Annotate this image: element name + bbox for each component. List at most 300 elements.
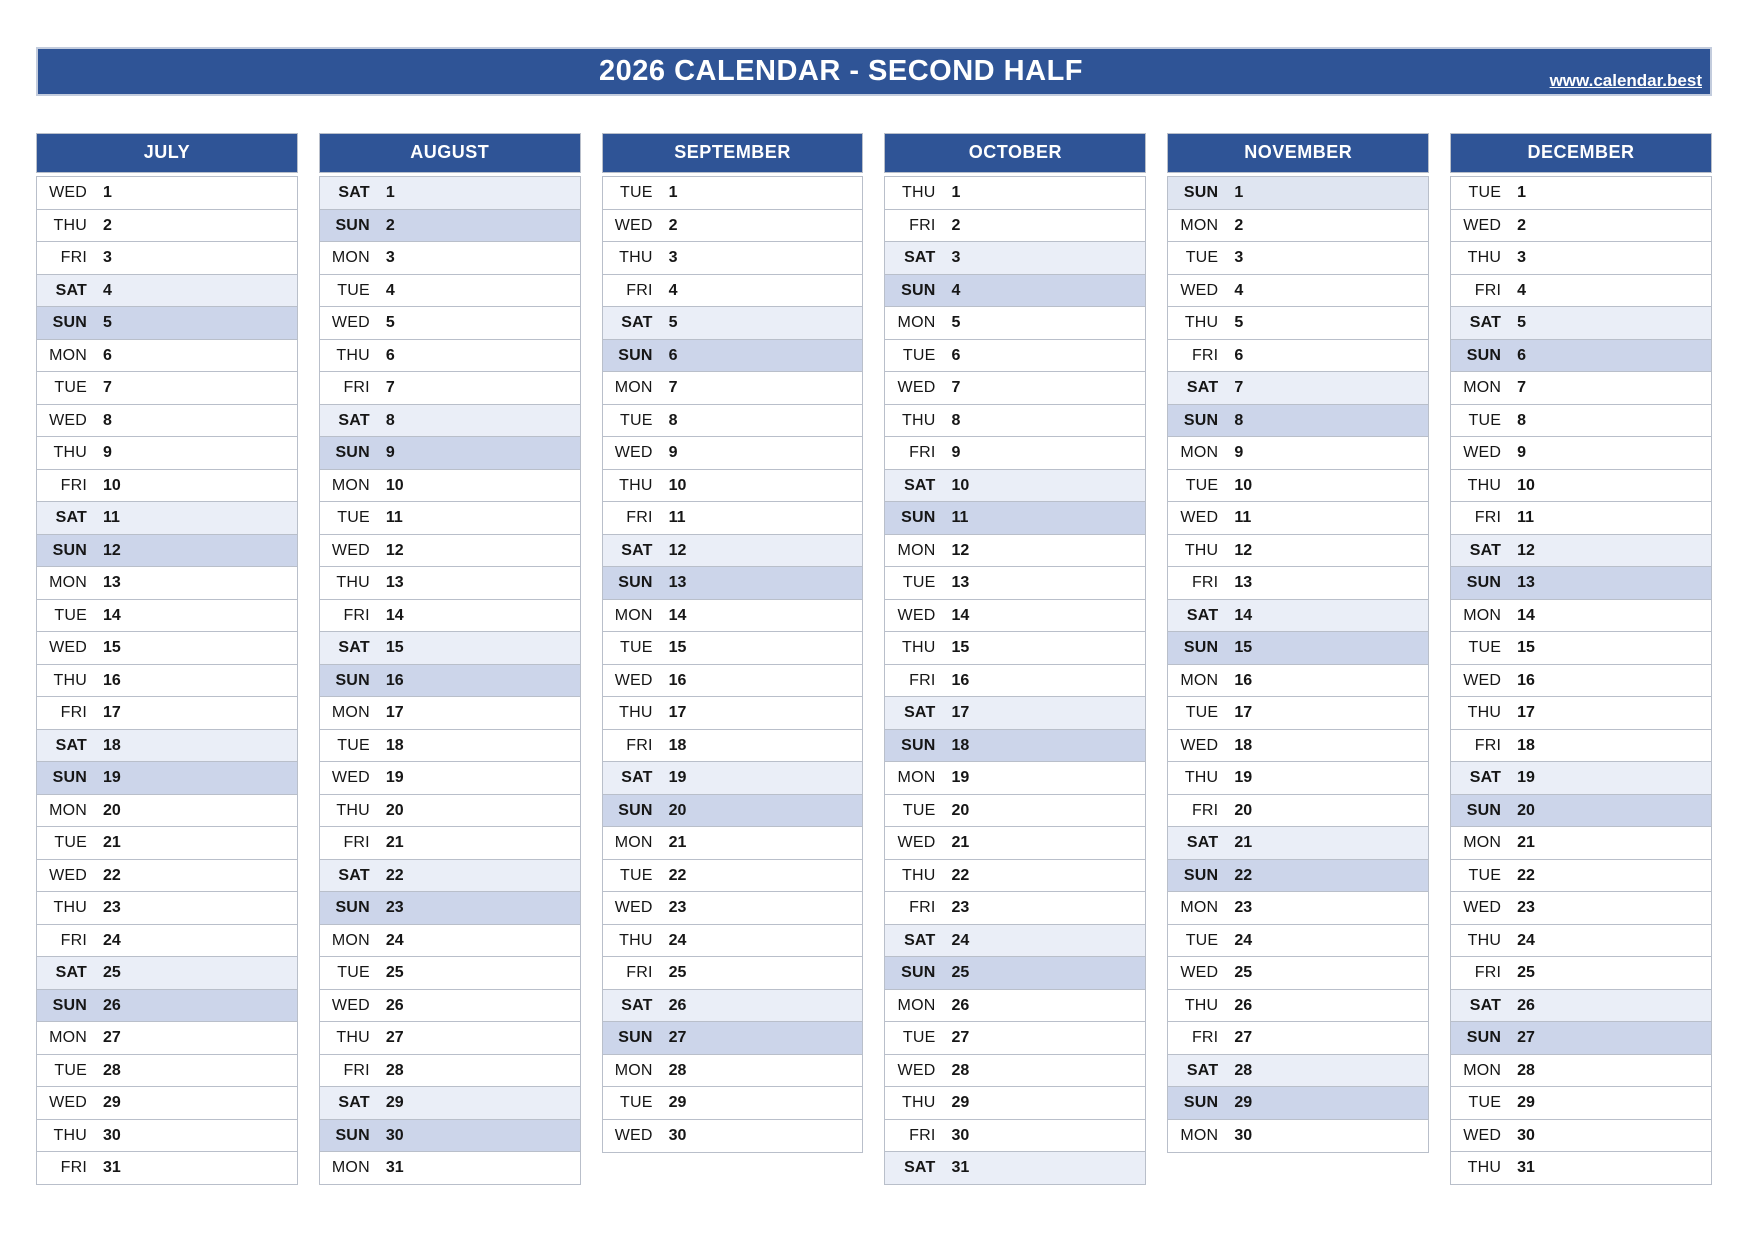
day-number: 14 [1517,606,1535,624]
day-number: 24 [1517,931,1535,949]
day-number: 9 [951,444,961,461]
day-number: 28 [951,1061,970,1079]
day-number: 16 [1517,671,1535,689]
weekday-label: FRI [60,1159,87,1176]
day-number: 30 [1517,1126,1535,1144]
day-row [602,794,864,828]
day-row [884,1151,1146,1185]
weekday-label: SUN [335,216,370,234]
day-number: 23 [1517,899,1535,916]
weekday-label: THU [1467,249,1502,266]
weekday-label: WED [614,216,653,234]
day-row [36,306,298,340]
day-row [1450,1021,1712,1055]
day-number: 17 [1234,704,1253,721]
weekday-label: SUN [1183,639,1219,656]
weekday-label: THU [336,346,370,364]
day-number: 7 [1234,379,1244,396]
day-number: 8 [1234,411,1244,429]
day-row [884,209,1146,243]
day-row [1450,956,1712,990]
day-number: 6 [1234,346,1244,364]
day-number: 25 [1234,964,1253,981]
weekday-label: SUN [1183,1094,1219,1111]
weekday-label: SUN [901,964,936,981]
day-row [884,371,1146,405]
weekday-label: SAT [1469,996,1502,1014]
day-row [1167,209,1429,243]
day-number: 23 [385,899,404,916]
weekday-label: SUN [335,1126,370,1144]
day-row [602,1086,864,1120]
day-row [36,404,298,438]
weekday-label: SUN [618,1029,653,1046]
day-number: 26 [668,996,687,1014]
weekday-label: THU [1184,314,1219,331]
day-number: 27 [1234,1029,1253,1046]
day-number: 11 [668,509,686,526]
weekday-label: THU [902,1094,936,1111]
day-number: 29 [668,1094,687,1111]
weekday-label: SUN [901,509,936,526]
day-number: 2 [951,216,961,234]
weekday-label: SUN [1183,184,1219,201]
day-number: 18 [103,736,121,754]
day-number: 29 [1517,1094,1535,1111]
day-number: 2 [1517,216,1527,234]
day-row [1450,891,1712,925]
weekday-label: THU [619,476,653,494]
day-row [36,826,298,860]
day-row [319,859,581,893]
weekday-label: SUN [52,314,87,331]
weekday-label: SUN [901,281,936,299]
day-number: 13 [1517,574,1535,591]
weekday-label: MON [614,834,653,851]
day-row [602,371,864,405]
day-row [884,176,1146,210]
weekday-label: WED [49,639,87,656]
weekday-label: WED [49,1094,87,1111]
day-number: 1 [1517,184,1527,201]
day-row [36,501,298,535]
day-number: 2 [1234,216,1244,234]
weekday-label: THU [1184,541,1219,559]
month-column-september [602,133,864,1185]
month-column-july [36,133,298,1185]
day-number: 21 [951,834,970,851]
day-number: 7 [385,379,395,396]
day-row [602,339,864,373]
weekday-label: MON [49,574,87,591]
weekday-label: SUN [618,574,653,591]
weekday-label: SAT [1186,379,1219,396]
day-row [884,306,1146,340]
weekday-label: MON [614,1061,653,1079]
day-row [1167,826,1429,860]
weekday-label: SUN [1466,346,1502,364]
day-row [602,1119,864,1153]
day-number: 14 [1234,606,1253,624]
day-number: 9 [103,444,112,461]
day-row [36,1054,298,1088]
day-number: 25 [668,964,687,981]
day-number: 13 [951,574,970,591]
weekday-label: SUN [1466,801,1502,819]
day-number: 7 [1517,379,1527,396]
weekday-label: TUE [1185,476,1219,494]
day-row [1450,176,1712,210]
day-row [319,924,581,958]
weekday-label: SAT [904,931,936,949]
day-row [319,989,581,1023]
weekday-label: THU [336,574,370,591]
day-number: 4 [1517,281,1527,299]
day-number: 14 [668,606,687,624]
day-number: 18 [951,736,970,754]
day-number: 23 [951,899,970,916]
day-row [884,339,1146,373]
weekday-label: TUE [1468,1094,1502,1111]
day-number: 25 [951,964,970,981]
day-number: 9 [1234,444,1244,461]
weekday-label: FRI [626,736,653,754]
day-number: 3 [103,249,112,266]
day-row [319,729,581,763]
weekday-label: SUN [901,736,936,754]
day-row [884,924,1146,958]
weekday-label: SAT [55,964,87,981]
day-row [319,1054,581,1088]
day-number: 22 [385,866,404,884]
weekday-label: SUN [1466,1029,1502,1046]
weekday-label: WED [614,671,653,689]
day-number: 7 [103,379,112,396]
day-number: 26 [1234,996,1253,1014]
day-number: 22 [668,866,687,884]
weekday-label: TUE [1468,866,1502,884]
day-row [36,274,298,308]
day-number: 16 [385,671,404,689]
day-row [1450,534,1712,568]
weekday-label: MON [1180,444,1219,461]
day-number: 27 [668,1029,687,1046]
weekday-label: SUN [1183,411,1219,429]
weekday-label: THU [53,1126,87,1144]
day-row [884,566,1146,600]
day-number: 15 [385,639,404,656]
day-number: 17 [668,704,687,721]
month-header: AUGUST [319,133,581,173]
weekday-label: FRI [343,834,370,851]
day-number: 3 [668,249,678,266]
day-row [1450,339,1712,373]
day-row [602,859,864,893]
day-row [884,534,1146,568]
day-row [1167,566,1429,600]
day-row [884,404,1146,438]
day-row [1167,859,1429,893]
weekday-label: TUE [620,1094,653,1111]
weekday-label: MON [331,704,370,721]
day-row [1167,371,1429,405]
day-row [1450,664,1712,698]
day-row [884,241,1146,275]
day-number: 20 [1234,801,1253,819]
weekday-label: MON [331,1159,370,1176]
weekday-label: SAT [338,184,370,201]
day-number: 12 [103,541,121,559]
day-row [319,599,581,633]
day-row [319,339,581,373]
weekday-label: SAT [1469,314,1502,331]
weekday-label: MON [1463,379,1502,396]
day-number: 21 [385,834,404,851]
day-number: 6 [668,346,678,364]
weekday-label: FRI [60,249,87,266]
weekday-label: MON [1463,1061,1502,1079]
day-row [36,664,298,698]
day-row [1450,989,1712,1023]
day-number: 15 [1234,639,1253,656]
day-row [319,306,581,340]
day-number: 4 [385,281,395,299]
day-row [319,534,581,568]
day-row [884,631,1146,665]
day-row [602,534,864,568]
day-row [602,566,864,600]
day-number: 8 [385,411,395,429]
day-row [602,924,864,958]
day-number: 19 [385,769,404,786]
day-row [1450,501,1712,535]
day-number: 3 [1234,249,1244,266]
day-row [36,1086,298,1120]
day-row [602,956,864,990]
weekday-label: WED [897,1061,936,1079]
weekday-label: FRI [909,444,936,461]
weekday-label: SAT [904,704,936,721]
weekday-label: SUN [618,801,653,819]
weekday-label: THU [619,249,653,266]
weekday-label: FRI [626,964,653,981]
weekday-label: MON [897,996,936,1014]
weekday-label: MON [897,314,936,331]
day-number: 20 [103,801,121,819]
day-number: 8 [103,411,112,429]
day-row [1450,826,1712,860]
weekday-label: FRI [1191,801,1219,819]
day-row [602,306,864,340]
day-number: 16 [668,671,687,689]
weekday-label: MON [1180,1126,1219,1144]
day-row [36,176,298,210]
day-row [602,826,864,860]
day-number: 1 [668,184,678,201]
day-number: 9 [385,444,395,461]
weekday-label: SAT [621,996,653,1014]
weekday-label: TUE [54,379,87,396]
day-row [1167,404,1429,438]
day-row [36,891,298,925]
weekday-label: FRI [1474,964,1502,981]
weekday-label: SAT [621,314,653,331]
day-number: 4 [103,281,112,299]
day-row [1167,989,1429,1023]
day-number: 22 [1234,866,1253,884]
weekday-label: SUN [52,769,87,786]
day-row [1167,599,1429,633]
day-row [1450,306,1712,340]
weekday-label: WED [1463,1126,1502,1144]
day-row [36,956,298,990]
month-header: DECEMBER [1450,133,1712,173]
weekday-label: SAT [1469,541,1502,559]
day-number: 2 [385,216,395,234]
weekday-label: TUE [1185,931,1219,949]
day-row [884,599,1146,633]
day-row [1450,924,1712,958]
weekday-label: SAT [1186,1061,1219,1079]
weekday-label: WED [1180,964,1219,981]
day-number: 2 [668,216,678,234]
website-link[interactable]: www.calendar.best [1549,71,1702,90]
weekday-label: MON [1463,606,1502,624]
day-number: 22 [1517,866,1535,884]
day-row [1450,274,1712,308]
weekday-label: TUE [620,866,653,884]
day-number: 10 [385,476,404,494]
weekday-label: TUE [902,574,936,591]
weekday-label: MON [897,541,936,559]
day-row [884,826,1146,860]
day-number: 28 [1234,1061,1253,1079]
day-number: 30 [951,1126,970,1144]
day-number: 11 [951,509,969,526]
day-row [602,209,864,243]
weekday-label: FRI [343,1061,370,1079]
day-row [602,1021,864,1055]
day-row [319,1021,581,1055]
day-row [319,1119,581,1153]
day-row [884,729,1146,763]
weekday-label: TUE [1468,184,1502,201]
weekday-label: MON [1180,216,1219,234]
weekday-label: TUE [902,346,936,364]
day-row [1167,469,1429,503]
day-number: 17 [1517,704,1535,721]
weekday-label: TUE [1185,704,1219,721]
day-number: 19 [103,769,121,786]
day-row [36,469,298,503]
day-row [1167,1054,1429,1088]
day-number: 13 [1234,574,1253,591]
day-number: 3 [951,249,961,266]
weekday-label: THU [53,671,87,689]
day-row [1167,729,1429,763]
weekday-label: TUE [54,1061,87,1079]
day-number: 25 [1517,964,1535,981]
day-row [319,274,581,308]
day-number: 20 [951,801,970,819]
day-row [319,631,581,665]
weekday-label: FRI [343,379,370,396]
day-number: 5 [103,314,112,331]
weekday-label: THU [1467,1159,1502,1176]
weekday-label: WED [1463,444,1502,461]
day-number: 23 [668,899,687,916]
weekday-label: WED [1180,736,1219,754]
day-row [319,404,581,438]
day-number: 17 [103,704,121,721]
day-row [36,1119,298,1153]
day-number: 14 [385,606,404,624]
day-row [602,761,864,795]
month-column-august [319,133,581,1185]
weekday-label: FRI [626,281,653,299]
weekday-label: WED [614,899,653,916]
day-row [884,1021,1146,1055]
day-row [36,696,298,730]
day-number: 10 [103,476,121,494]
day-number: 11 [385,509,403,526]
day-number: 27 [951,1029,970,1046]
day-number: 11 [1234,509,1252,526]
weekday-label: THU [1184,996,1219,1014]
day-row [1450,1151,1712,1185]
day-number: 31 [385,1159,404,1176]
calendar-banner [36,47,1712,96]
day-row [36,436,298,470]
weekday-label: TUE [902,1029,936,1046]
day-number: 10 [951,476,970,494]
weekday-label: THU [336,1029,370,1046]
day-row [1167,1119,1429,1153]
day-number: 21 [1517,834,1535,851]
day-number: 7 [668,379,678,396]
weekday-label: FRI [1191,1029,1219,1046]
day-row [36,339,298,373]
day-number: 27 [385,1029,404,1046]
weekday-label: FRI [909,671,936,689]
weekday-label: THU [1467,476,1502,494]
weekday-label: MON [331,249,370,266]
weekday-label: TUE [1468,411,1502,429]
day-row [1167,241,1429,275]
day-row [1450,599,1712,633]
weekday-label: FRI [909,1126,936,1144]
day-number: 25 [103,964,121,981]
day-row [884,436,1146,470]
day-number: 19 [1234,769,1253,786]
weekday-label: THU [902,866,936,884]
day-number: 26 [951,996,970,1014]
day-number: 20 [385,801,404,819]
weekday-label: SAT [904,249,936,266]
weekday-label: FRI [60,704,87,721]
weekday-label: TUE [54,606,87,624]
weekday-label: TUE [620,639,653,656]
weekday-label: THU [1184,769,1219,786]
day-row [1450,794,1712,828]
weekday-label: THU [336,801,370,819]
weekday-label: TUE [620,411,653,429]
day-row [884,274,1146,308]
day-row [1450,729,1712,763]
day-row [1450,436,1712,470]
day-number: 15 [1517,639,1535,656]
day-row [884,664,1146,698]
